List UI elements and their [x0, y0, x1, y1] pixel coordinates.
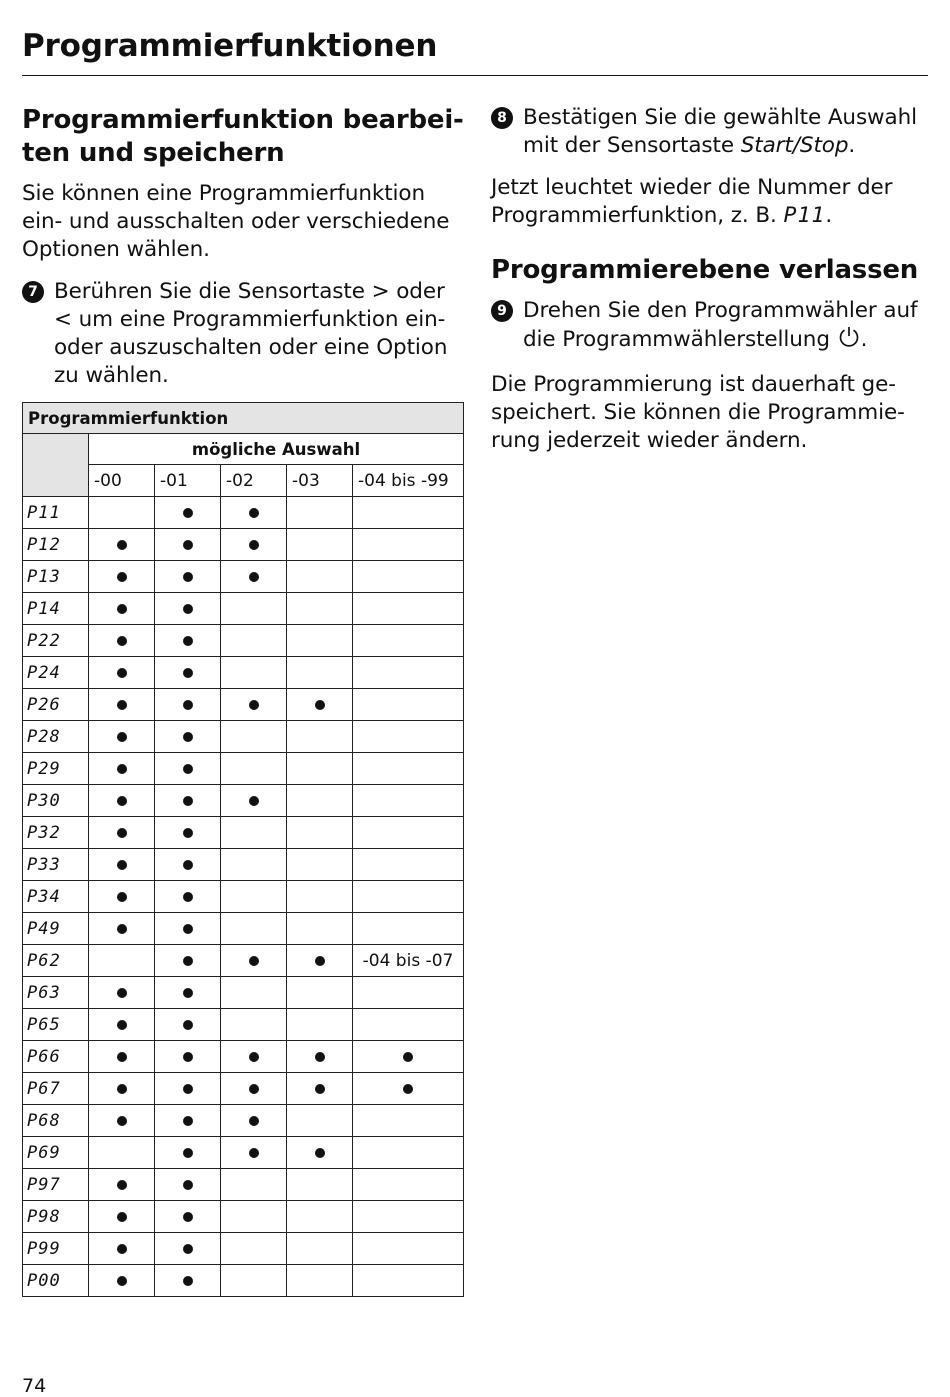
heading-line-1: Programmierfunktion bearbei-	[22, 105, 464, 135]
available-dot	[183, 572, 193, 582]
available-dot	[117, 668, 127, 678]
column-header-4: -04 bis -99	[353, 465, 464, 497]
function-code: P66	[23, 1041, 89, 1073]
available-dot	[249, 796, 259, 806]
option-cell	[155, 1201, 221, 1233]
option-cell	[287, 1169, 353, 1201]
available-dot	[183, 764, 193, 774]
available-dot	[183, 1052, 193, 1062]
available-dot	[183, 828, 193, 838]
available-dot	[183, 1020, 193, 1030]
start-stop-label: Start/Stop	[740, 133, 849, 158]
available-dot	[183, 988, 193, 998]
table-row	[23, 593, 464, 625]
available-dot	[117, 1052, 127, 1062]
column-header-1: -01	[155, 465, 221, 497]
option-cell	[221, 1105, 287, 1137]
option-cell	[221, 721, 287, 753]
option-cell	[221, 1137, 287, 1169]
info-text: Jetzt leuchtet wieder die Nummer der Programmierfunktion, z. B.	[491, 175, 893, 228]
function-code: P29	[23, 753, 89, 785]
available-dot	[183, 508, 193, 518]
table-row	[23, 529, 464, 561]
function-code: P30	[23, 785, 89, 817]
available-dot	[183, 636, 193, 646]
option-cell	[287, 529, 353, 561]
function-code: P62	[23, 945, 89, 977]
example-code: P11	[783, 203, 826, 228]
option-cell	[155, 1041, 221, 1073]
option-cell	[155, 721, 221, 753]
available-dot	[117, 1180, 127, 1190]
table-row	[23, 657, 464, 689]
option-cell	[287, 945, 353, 977]
option-cell	[89, 1105, 155, 1137]
option-cell	[353, 849, 464, 881]
table-row	[23, 977, 464, 1009]
table-row	[23, 1233, 464, 1265]
option-cell	[155, 497, 221, 529]
available-dot	[403, 1084, 413, 1094]
option-cell	[353, 977, 464, 1009]
title-divider	[22, 75, 928, 76]
step-8-text-main: Bestätigen Sie die gewählte Auswahl mit der Sensortaste	[523, 105, 918, 158]
table-row	[23, 785, 464, 817]
available-dot	[249, 572, 259, 582]
option-cell	[221, 913, 287, 945]
available-dot	[183, 860, 193, 870]
option-cell	[287, 593, 353, 625]
step-number-7: 7	[22, 281, 44, 303]
available-dot	[183, 1116, 193, 1126]
available-dot	[117, 1212, 127, 1222]
table-header-sub: mögliche Auswahl	[89, 434, 464, 465]
option-cell	[155, 561, 221, 593]
table-row	[23, 497, 464, 529]
option-cell	[89, 1073, 155, 1105]
available-dot	[117, 700, 127, 710]
option-cell	[89, 977, 155, 1009]
option-cell	[287, 817, 353, 849]
option-cell	[221, 657, 287, 689]
option-cell	[89, 945, 155, 977]
option-cell	[89, 1201, 155, 1233]
section-heading-exit: Programmierebene verlassen	[491, 255, 919, 285]
option-cell	[221, 1073, 287, 1105]
table-header-main: Programmierfunktion	[23, 403, 464, 434]
option-cell	[155, 593, 221, 625]
available-dot	[183, 540, 193, 550]
info-text-end: .	[825, 203, 833, 228]
step-8-text	[523, 104, 931, 160]
available-dot	[183, 700, 193, 710]
function-code: P11	[23, 497, 89, 529]
available-dot	[117, 572, 127, 582]
option-cell	[221, 1041, 287, 1073]
option-cell	[89, 625, 155, 657]
table-row	[23, 1009, 464, 1041]
option-cell	[89, 497, 155, 529]
intro-paragraph: Sie können eine Programmierfunktion ein- und ausschalten oder verschiedene Optionen wählen.	[22, 181, 450, 262]
option-cell	[155, 817, 221, 849]
available-dot	[249, 540, 259, 550]
available-dot	[183, 1180, 193, 1190]
option-cell	[89, 1137, 155, 1169]
available-dot	[183, 924, 193, 934]
option-cell	[353, 1105, 464, 1137]
step-number-8: 8	[491, 107, 513, 129]
available-dot	[249, 508, 259, 518]
available-dot	[183, 796, 193, 806]
available-dot	[117, 764, 127, 774]
option-cell	[287, 1009, 353, 1041]
option-cell	[353, 561, 464, 593]
table-row	[23, 817, 464, 849]
table-row	[23, 561, 464, 593]
option-cell	[353, 529, 464, 561]
option-cell	[155, 1233, 221, 1265]
option-cell	[89, 657, 155, 689]
table-row	[23, 913, 464, 945]
available-dot	[249, 700, 259, 710]
option-cell	[155, 977, 221, 1009]
option-cell	[287, 785, 353, 817]
right-column	[491, 104, 931, 455]
available-dot	[117, 988, 127, 998]
table-row	[23, 1041, 464, 1073]
step-9-text-end: .	[860, 327, 868, 352]
option-cell	[221, 1233, 287, 1265]
available-dot	[315, 1148, 325, 1158]
available-dot	[117, 924, 127, 934]
function-code: P68	[23, 1105, 89, 1137]
option-cell	[353, 721, 464, 753]
option-cell	[287, 1137, 353, 1169]
step-7-text: Berühren Sie die Sensortaste > oder < um eine Programmierfunktion ein- oder auszuschalten oder eine Option zu wählen.	[54, 279, 448, 388]
available-dot	[315, 700, 325, 710]
option-cell	[221, 1169, 287, 1201]
available-dot	[117, 1276, 127, 1286]
option-cell	[353, 497, 464, 529]
option-cell	[155, 1073, 221, 1105]
function-code: P22	[23, 625, 89, 657]
column-header-2: -02	[221, 465, 287, 497]
option-cell	[353, 625, 464, 657]
option-cell	[287, 1201, 353, 1233]
step-9-text	[523, 297, 931, 357]
option-cell	[287, 1105, 353, 1137]
table-row	[23, 1169, 464, 1201]
option-cell	[287, 1041, 353, 1073]
available-dot	[117, 1084, 127, 1094]
option-cell	[155, 913, 221, 945]
option-cell	[353, 593, 464, 625]
available-dot	[183, 604, 193, 614]
function-code: P32	[23, 817, 89, 849]
available-dot	[117, 1244, 127, 1254]
option-cell	[353, 753, 464, 785]
available-dot	[315, 1084, 325, 1094]
page-number: 74	[22, 1375, 47, 1397]
option-cell	[221, 977, 287, 1009]
option-cell	[353, 1265, 464, 1297]
option-cell	[221, 561, 287, 593]
function-code: P69	[23, 1137, 89, 1169]
option-cell	[89, 913, 155, 945]
option-cell	[89, 529, 155, 561]
option-cell	[155, 881, 221, 913]
function-code: P33	[23, 849, 89, 881]
option-cell	[89, 593, 155, 625]
available-dot	[249, 1148, 259, 1158]
option-cell	[287, 1265, 353, 1297]
column-header-row	[23, 465, 464, 497]
option-cell	[221, 593, 287, 625]
page-title: Programmierfunktionen	[22, 28, 438, 64]
available-dot	[249, 1116, 259, 1126]
column-header-0: -00	[89, 465, 155, 497]
table-row	[23, 753, 464, 785]
available-dot	[117, 860, 127, 870]
available-dot	[183, 1244, 193, 1254]
option-cell	[155, 529, 221, 561]
function-code: P12	[23, 529, 89, 561]
option-cell	[221, 689, 287, 721]
available-dot	[183, 1212, 193, 1222]
table-row	[23, 1201, 464, 1233]
option-cell	[89, 721, 155, 753]
option-cell	[89, 1265, 155, 1297]
available-dot	[117, 796, 127, 806]
function-code: P65	[23, 1009, 89, 1041]
option-cell	[89, 689, 155, 721]
option-cell	[155, 625, 221, 657]
function-code: P63	[23, 977, 89, 1009]
step-number-9: 9	[491, 300, 513, 322]
option-cell	[89, 817, 155, 849]
option-cell	[89, 1041, 155, 1073]
available-dot	[183, 732, 193, 742]
option-cell	[155, 1137, 221, 1169]
option-cell	[155, 1169, 221, 1201]
heading-line-2: ten und speichern	[22, 138, 285, 168]
option-cell	[89, 1169, 155, 1201]
left-column	[22, 104, 464, 390]
available-dot	[117, 1116, 127, 1126]
function-code: P26	[23, 689, 89, 721]
function-code: P28	[23, 721, 89, 753]
option-cell	[353, 1201, 464, 1233]
available-dot	[117, 732, 127, 742]
option-cell	[221, 785, 287, 817]
option-cell	[89, 1009, 155, 1041]
option-cell	[221, 1009, 287, 1041]
option-cell	[221, 881, 287, 913]
option-cell	[221, 529, 287, 561]
function-code: P24	[23, 657, 89, 689]
available-dot	[183, 1148, 193, 1158]
function-code: P99	[23, 1233, 89, 1265]
option-cell	[353, 913, 464, 945]
option-cell	[155, 849, 221, 881]
available-dot	[183, 892, 193, 902]
option-cell	[287, 1073, 353, 1105]
table-row	[23, 721, 464, 753]
table-body	[23, 497, 464, 1297]
option-cell	[287, 561, 353, 593]
option-cell	[221, 753, 287, 785]
table-row	[23, 1265, 464, 1297]
option-cell	[353, 785, 464, 817]
option-cell	[287, 721, 353, 753]
table-row	[23, 625, 464, 657]
option-cell	[89, 753, 155, 785]
available-dot	[403, 1052, 413, 1062]
function-code: P98	[23, 1201, 89, 1233]
option-cell	[287, 625, 353, 657]
option-cell	[353, 817, 464, 849]
option-cell	[353, 1009, 464, 1041]
function-code: P13	[23, 561, 89, 593]
table-row	[23, 1137, 464, 1169]
section-heading-edit	[22, 104, 464, 170]
option-range: -04 bis -07	[362, 950, 454, 971]
option-cell	[221, 497, 287, 529]
option-cell	[89, 881, 155, 913]
option-cell	[287, 977, 353, 1009]
option-cell	[353, 1169, 464, 1201]
table-header-blank	[23, 434, 89, 497]
function-code: P49	[23, 913, 89, 945]
function-code: P00	[23, 1265, 89, 1297]
option-cell	[155, 689, 221, 721]
option-cell	[353, 689, 464, 721]
function-code: P14	[23, 593, 89, 625]
step-8-text-end: .	[848, 133, 856, 158]
option-cell	[89, 785, 155, 817]
available-dot	[183, 668, 193, 678]
step-9	[491, 297, 931, 357]
option-cell	[287, 881, 353, 913]
option-cell	[89, 561, 155, 593]
option-cell	[353, 1041, 464, 1073]
available-dot	[315, 1052, 325, 1062]
option-cell	[287, 849, 353, 881]
table-row	[23, 1073, 464, 1105]
power-icon	[837, 325, 861, 357]
step-8	[491, 104, 931, 160]
table-row	[23, 945, 464, 977]
option-cell	[221, 849, 287, 881]
available-dot	[117, 636, 127, 646]
option-cell	[221, 625, 287, 657]
available-dot	[117, 892, 127, 902]
option-cell	[353, 1233, 464, 1265]
available-dot	[117, 1020, 127, 1030]
option-cell	[221, 1265, 287, 1297]
function-code: P67	[23, 1073, 89, 1105]
available-dot	[249, 956, 259, 966]
option-cell	[155, 1009, 221, 1041]
option-cell	[287, 913, 353, 945]
table-row	[23, 849, 464, 881]
option-cell	[221, 945, 287, 977]
option-cell	[287, 1233, 353, 1265]
option-cell	[287, 753, 353, 785]
option-cell	[155, 1265, 221, 1297]
option-cell	[221, 817, 287, 849]
table-row	[23, 1105, 464, 1137]
option-cell	[353, 945, 464, 977]
programming-function-table	[22, 402, 464, 1297]
available-dot	[183, 956, 193, 966]
option-cell	[155, 1105, 221, 1137]
column-header-3: -03	[287, 465, 353, 497]
option-cell	[155, 945, 221, 977]
table-row	[23, 689, 464, 721]
option-cell	[353, 657, 464, 689]
available-dot	[249, 1084, 259, 1094]
option-cell	[353, 1137, 464, 1169]
available-dot	[183, 1276, 193, 1286]
option-cell	[155, 785, 221, 817]
outro-paragraph: Die Programmierung ist dauerhaft ge-speichert. Sie können die Programmie-rung jederzeit wieder ändern.	[491, 372, 905, 453]
available-dot	[117, 540, 127, 550]
option-cell	[287, 657, 353, 689]
available-dot	[117, 604, 127, 614]
available-dot	[183, 1084, 193, 1094]
option-cell	[155, 753, 221, 785]
table-row	[23, 881, 464, 913]
option-cell	[89, 1233, 155, 1265]
available-dot	[315, 956, 325, 966]
option-cell	[89, 849, 155, 881]
option-cell	[155, 657, 221, 689]
option-cell	[353, 1073, 464, 1105]
option-cell	[353, 881, 464, 913]
option-cell	[287, 689, 353, 721]
step-7	[22, 278, 464, 390]
function-code: P34	[23, 881, 89, 913]
info-paragraph	[491, 174, 931, 230]
function-code: P97	[23, 1169, 89, 1201]
available-dot	[249, 1052, 259, 1062]
available-dot	[117, 828, 127, 838]
option-cell	[287, 497, 353, 529]
step-9-text-main: Drehen Sie den Programmwähler auf die Programmwählerstellung	[523, 298, 918, 352]
option-cell	[221, 1201, 287, 1233]
